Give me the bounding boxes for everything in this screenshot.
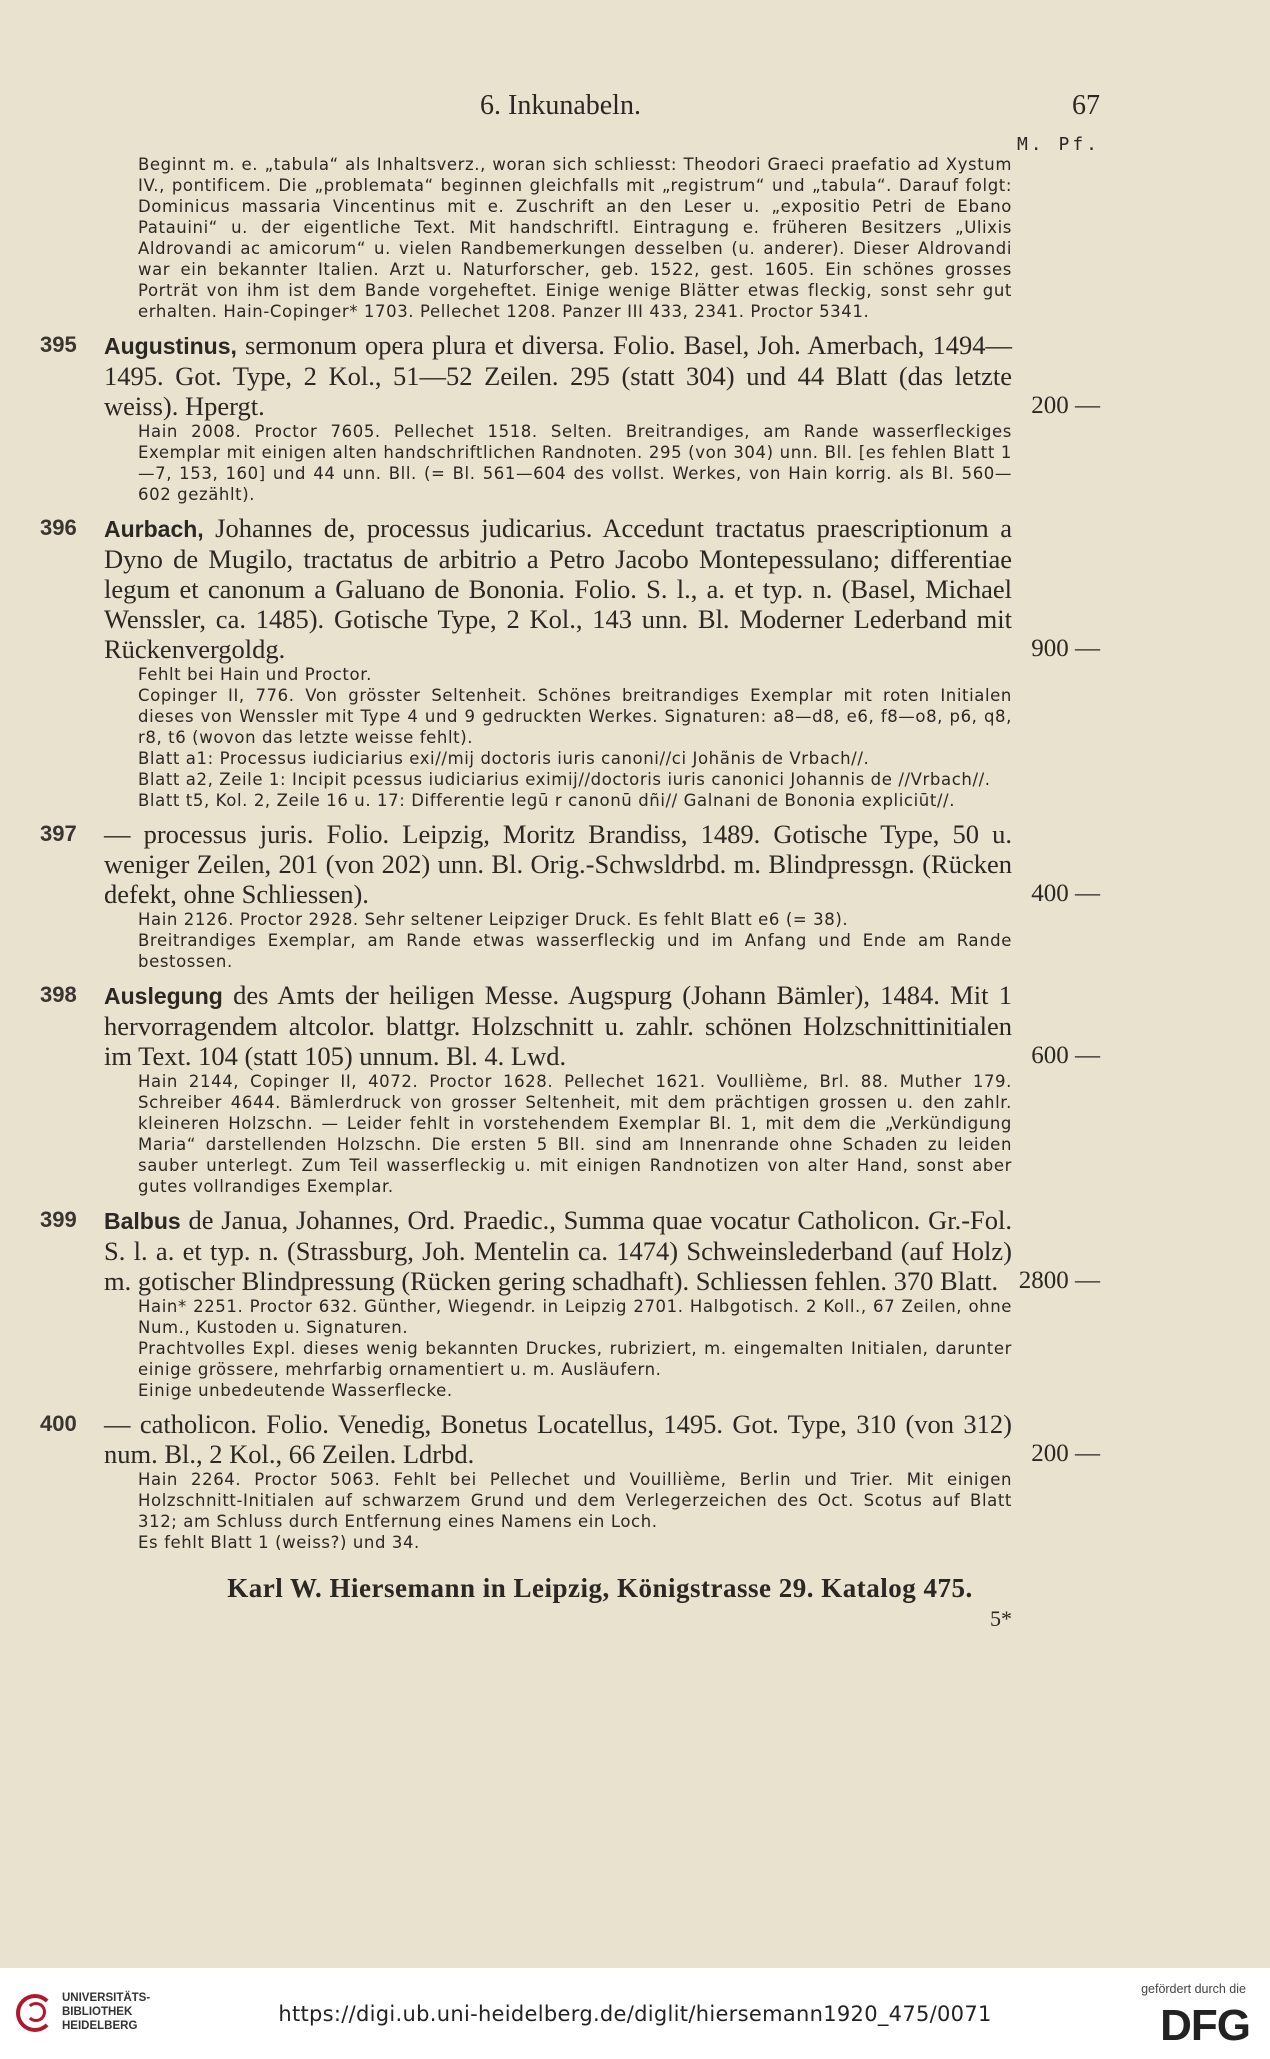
entry-note: Fehlt bei Hain und Proctor. [138, 665, 372, 684]
catalog-entries [40, 330, 1100, 1553]
entry-author: Aurbach, [104, 516, 204, 542]
permalink-url[interactable]: https://digi.ub.uni-heidelberg.de/diglit/hiersemann1920_475/0071 [278, 2002, 992, 2026]
running-header [100, 90, 1100, 132]
entry-title [104, 1409, 1012, 1469]
entry-author: Augustinus, [104, 333, 237, 359]
entry-number: 398 [40, 982, 77, 1007]
catalog-entry [40, 330, 1100, 505]
entry-note: Einige unbedeutende Wasserflecke. [138, 1381, 453, 1400]
library-name-line: UNIVERSITÄTS- [62, 1992, 151, 2004]
entry-price: 600 — [1031, 1042, 1100, 1069]
dfg-logo[interactable]: DFG [1160, 2001, 1250, 2050]
entry-title [104, 513, 1012, 664]
continuation-note: Beginnt m. e. „tabula“ als Inhaltsverz., woran sich schliesst: Theodori Graeci praefatio ad Xystum IV., pontificem. Die „problemata“ beginnen gleichfalls mit „registrum“ und „tabula“. Darauf folgt: Dominicus massaria Vincentinus mit e. Zuschrift an den Leser u. „expositio Petri de Ebano Patauini“ u. der eigentliche Text. Mit handschriftl. Eintragung e. früheren Besitzers „Ulixis Aldrovandi ac amicorum“ u. vielen Randbemerkungen desselben (u. anderer). Dieser Aldrovandi war ein bekannter Italien. Arzt u. Naturforscher, geb. 1522, gest. 1605. Ein schönes grosses Porträt von ihm ist dem Bande vorgeheftet. Einige wenige Blätter etwas fleckig, sonst sehr gut erhalten. Hain-Copinger* 1703. Pellechet 1208. Panzer III 433, 2341. Proctor 5341. [138, 155, 1012, 321]
catalog-entry [40, 819, 1100, 972]
entry-title [104, 330, 1012, 421]
entry-number: 399 [40, 1207, 77, 1232]
entry-title [104, 1205, 1012, 1296]
entry-note: Prachtvolles Expl. dieses wenig bekannten Druckes, rubriziert, m. eingemalten Initialen, darunter einige grössere, mehrfarbig ornamentiert u. m. Ausläufern. [138, 1339, 1012, 1379]
entry-number: 395 [40, 332, 77, 357]
entry-text: sermonum opera plura et diversa. Folio. Basel, Joh. Amerbach, 1494—1495. Got. Type, 2 Kol., 51—52 Zeilen. 295 (statt 304) und 44 Blatt (das letzte weiss). Hpergt. [104, 330, 1013, 421]
entry-note: Hain 2144, Copinger II, 4072. Proctor 1628. Pellechet 1621. Voullième, Brl. 88. Muther 179. Schreiber 4644. Bämlerdruck von grosser Seltenheit, mit dem prächtigen grossen u. den zahlr. kleineren Holzschn. — Leider fehlt in vorstehendem Exemplar Bl. 1, mit dem die „Verkündigung Maria“ darstellenden Holzschn. Die ersten 5 Bll. sind am Innenrande ohne Schaden zu leiden sauber unterlegt. Zum Teil wasserfleckig u. mit einigen Randnotizen von alter Hand, sonst aber gutes vollrandiges Exemplar. [138, 1072, 1012, 1196]
running-title: 6. Inkunabeln. [480, 90, 641, 121]
entry-note: Es fehlt Blatt 1 (weiss?) und 34. [138, 1533, 420, 1552]
currency-column-head: M. Pf. [1016, 134, 1100, 155]
entry-note: Hain 2008. Proctor 7605. Pellechet 1518. Selten. Breitrandiges, am Rande wasserfleckiges Exemplar mit einigen alten handschriftlichen Randnoten. 295 (von 304) unn. Bll. [es fehlen Blatt 1—7, 153, 160] und 44 unn. Bll. (= Bl. 561—604 des vollst. Werkes, von Hain korrig. als Bl. 560—602 gezählt). [138, 422, 1012, 504]
entry-number: 397 [40, 821, 77, 846]
entry-number: 400 [40, 1411, 77, 1436]
entry-price: 200 — [1031, 392, 1100, 419]
entry-note: Blatt a2, Zeile 1: Incipit pcessus iudiciarius eximij//doctoris iuris canonici Johannis de //Vrbach//. [138, 770, 991, 789]
page-content [40, 90, 1100, 1632]
entry-price: 2800 — [1018, 1267, 1100, 1294]
entry-text: — processus juris. Folio. Leipzig, Moritz Brandiss, 1489. Gotische Type, 50 u. weniger Zeilen, 201 (von 202) unn. Bl. Orig.-Schwsldrbd. m. Blindpressgn. (Rücken defekt, ohne Schliessen). [104, 819, 1012, 909]
entry-author: Auslegung [104, 983, 223, 1009]
entry-price: 200 — [1031, 1440, 1100, 1467]
library-name-line: HEIDELBERG [62, 2020, 138, 2032]
entry-text: de Janua, Johannes, Ord. Praedic., Summa quae vocatur Catholicon. Gr.-Fol. S. l. a. et typ. n. (Strassburg, Joh. Mentelin ca. 1474) Schweinslederband (auf Holz) m. gotischer Blindpressung (Rücken gering schadhaft). Schliessen fehlen. 370 Blatt. [104, 1205, 1013, 1296]
entry-note: Breitrandiges Exemplar, am Rande etwas wasserfleckig und im Anfang und Ende am Rande bestossen. [138, 931, 1012, 971]
entry-note: Hain 2264. Proctor 5063. Fehlt bei Pellechet und Vouillième, Berlin und Trier. Mit einigen Holzschnitt-Initialen auf schwarzem Grund und dem Verlegerzeichen des Oct. Scotus auf Blatt 312; am Schluss durch Entfernung eines Namens ein Loch. [138, 1470, 1012, 1531]
entry-text: — catholicon. Folio. Venedig, Bonetus Locatellus, 1495. Got. Type, 310 (von 312) num. Bl., 2 Kol., 66 Zeilen. Ldrbd. [104, 1409, 1012, 1469]
viewer-bottom-bar [0, 1968, 1270, 2059]
library-name-line: BIBLIOTHEK [62, 2006, 133, 2018]
entry-note: Blatt a1: Processus iudiciarius exi//mij doctoris iuris canoni//ci Johãnis de Vrbach//. [138, 749, 870, 768]
entry-price: 900 — [1031, 635, 1100, 662]
catalog-entry [40, 1409, 1100, 1553]
entry-note: Hain* 2251. Proctor 632. Günther, Wiegendr. in Leipzig 2701. Halbgotisch. 2 Koll., 67 Zeilen, ohne Num., Kustoden u. Signaturen. [138, 1297, 1012, 1337]
catalog-entry [40, 1205, 1100, 1401]
entry-number: 396 [40, 515, 77, 540]
entry-note: Hain 2126. Proctor 2928. Sehr seltener Leipziger Druck. Es fehlt Blatt e6 (= 38). [138, 910, 849, 929]
entry-title [104, 980, 1012, 1071]
sheet-signature: 5* [990, 1606, 1012, 1631]
entry-note: Copinger II, 776. Von grösster Seltenheit. Schönes breitrandiges Exemplar mit roten Initialen dieses von Wenssler mit Type 4 und 9 gedruckten Werkes. Signaturen: a8—d8, e6, f8—o8, p6, q8, r8, t6 (wovon das letzte weisse fehlt). [138, 686, 1012, 747]
catalog-entry [40, 980, 1100, 1197]
funding-note: gefördert durch die [1141, 1982, 1246, 1996]
entry-note: Blatt t5, Kol. 2, Zeile 16 u. 17: Differentie legū r canonū dñi// Galnani de Bononia expliciūt//. [138, 791, 956, 810]
catalog-entry [40, 513, 1100, 811]
entry-author: Balbus [104, 1208, 181, 1234]
entry-title [104, 819, 1012, 909]
page-number: 67 [1072, 90, 1100, 121]
entry-text: Johannes de, processus judicarius. Accedunt tractatus praescriptionum a Dyno de Mugilo, tractatus de arbitrio a Petro Jacobo Montepessulano; differentiae legum et canonum a Galuano de Bononia. Folio. S. l., a. et typ. n. (Basel, Michael Wenssler, ca. 1485). Gotische Type, 2 Kol., 143 unn. Bl. Moderner Lederband mit Rückenvergoldg. [104, 513, 1012, 664]
publisher-footer: Karl W. Hiersemann in Leipzig, Königstrasse 29. Katalog 475. [227, 1573, 973, 1603]
entry-text: des Amts der heiligen Messe. Augspurg (Johann Bämler), 1484. Mit 1 hervorragendem altcolor. blattgr. Holzschnitt u. zahlr. schönen Holzschnittinitialen im Text. 104 (statt 105) unnum. Bl. 4. Lwd. [104, 980, 1012, 1071]
entry-price: 400 — [1031, 880, 1100, 907]
